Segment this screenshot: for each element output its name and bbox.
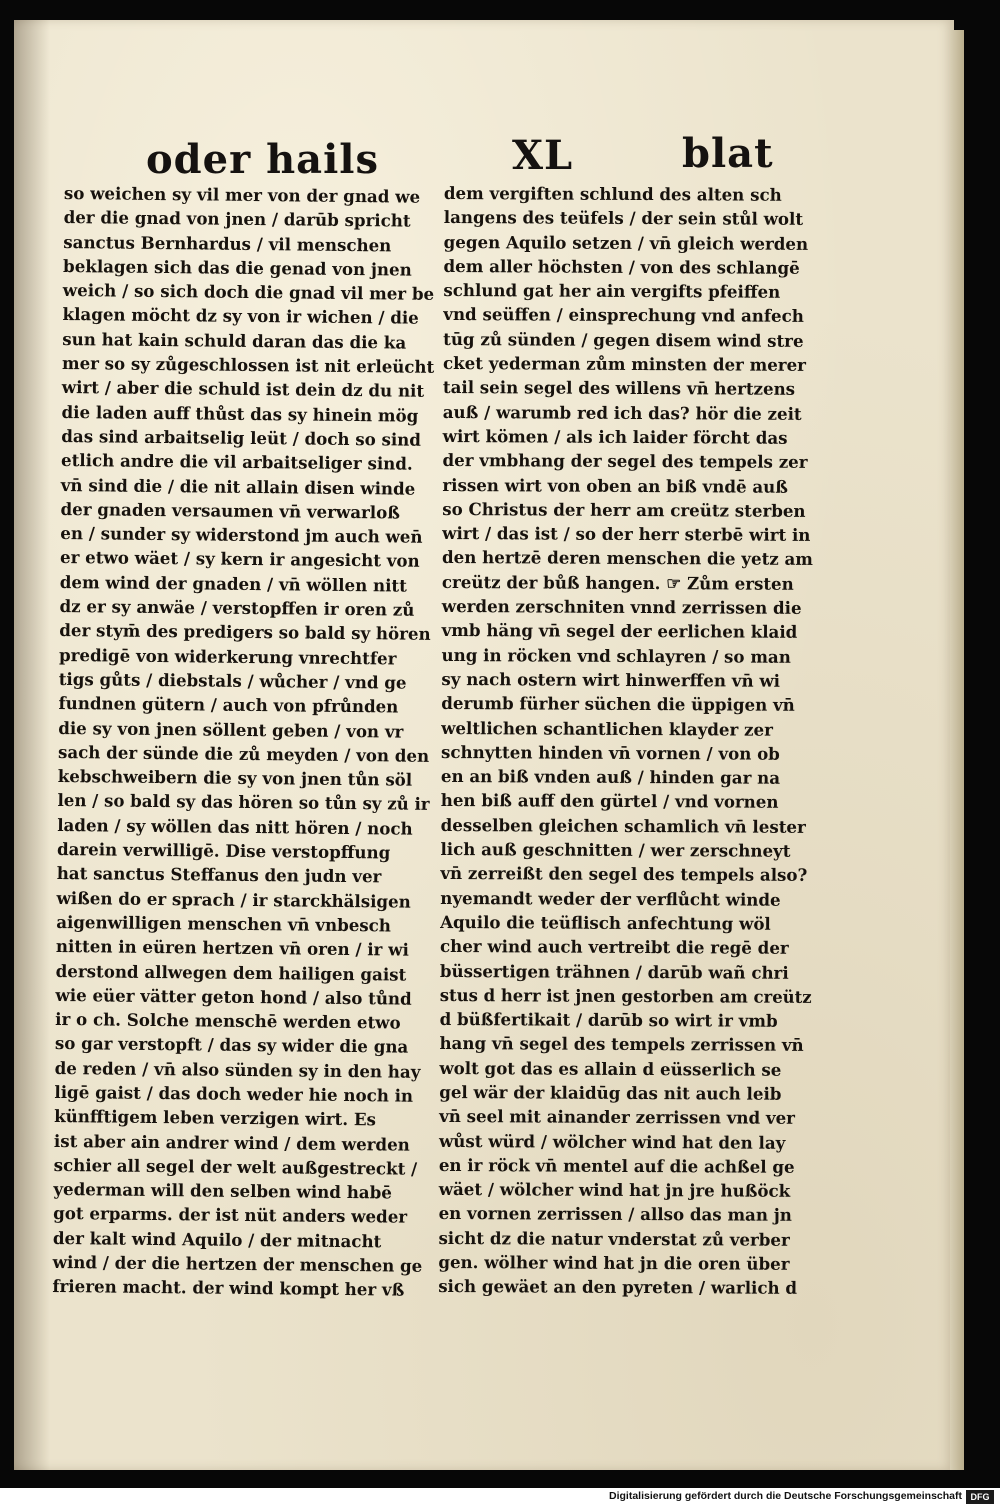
- text-line: laden / sy wöllen das nitt hören / noch: [57, 815, 413, 840]
- text-line: en an biß vnden auß / hinden gar na: [440, 767, 781, 789]
- text-line: predigē von widerkerung vnrechtfer: [58, 645, 397, 670]
- text-line: wind / der die hertzen der menschen ge: [52, 1253, 423, 1277]
- text-line: ligē gaist / das doch weder hie noch in: [54, 1082, 414, 1107]
- text-line: gegen Aquilo setzen / vn̄ gleich werden: [443, 232, 809, 255]
- page-edge: [950, 30, 964, 1470]
- text-line: hang vn̄ segel des tempels zerrissen vn̄: [439, 1034, 804, 1057]
- text-line: langens des teüfels / der sein stůl wolt: [443, 208, 804, 231]
- text-line: d büßfertikait / darūb so wirt ir vmb: [439, 1010, 778, 1032]
- text-line: künfftigem leben verzigen wirt. Es: [54, 1107, 377, 1131]
- text-line: so gar verstopft / das sy wider die gna: [54, 1034, 409, 1059]
- text-line: aigenwilligen menschen vn̄ vnbesch: [56, 912, 392, 937]
- text-line: weich / so sich doch die gnad vil mer be: [62, 281, 435, 306]
- text-line: gel wär der klaidūg das nit auch leib: [439, 1082, 782, 1105]
- text-line: derumb fürher süchen die üppigen vn̄: [441, 694, 795, 717]
- text-line: vmb häng vn̄ segel der eerlichen klaid: [441, 621, 798, 644]
- dfg-logo: DFG: [966, 1490, 994, 1504]
- text-line: tail sein segel des willens vn̄ hertzens: [442, 378, 796, 401]
- text-line: fundnen gütern / auch von pfrůnden: [58, 694, 399, 718]
- text-line: wie eüer vätter geton hond / also tůnd: [55, 985, 412, 1010]
- text-line: kebschweibern die sy von jnen tůn söl: [57, 767, 413, 791]
- header-left: oder hails: [146, 136, 380, 183]
- text-line: lich auß geschnitten / wer zerschneyt: [440, 840, 791, 862]
- text-line: etlich andre die vil arbaitseliger sind.: [60, 451, 413, 475]
- text-line: vnd seüffen / einsprechung vnd anfech: [443, 305, 804, 328]
- text-line: weltlichen schantlichen klayder zer: [441, 718, 773, 741]
- text-line: so Christus der herr am creütz sterben: [442, 499, 806, 522]
- text-line: mer so sy zůgeschlossen ist nit erleücht: [61, 354, 435, 378]
- header-right: blat: [682, 130, 774, 177]
- text-line: der gnaden versaumen vn̄ verwarloß: [60, 499, 400, 524]
- text-line: vn̄ sind die / die nit allain disen winde: [60, 475, 416, 500]
- text-line: schnytten hinden vn̄ vornen / von ob: [440, 742, 780, 765]
- text-line: tūg zů sünden / gegen disem wind stre: [443, 329, 804, 352]
- text-line: tigs gůts / diebstals / wůcher / vnd ge: [58, 669, 407, 694]
- text-line: beklagen sich das die genad von jnen: [63, 256, 412, 281]
- text-line: der stym̄ des predigers so bald sy hören: [59, 621, 431, 646]
- text-line: auß / warumb red ich das? hör die zeit: [442, 402, 802, 425]
- text-line: vn̄ zerreißt den segel des tempels also?: [440, 864, 808, 887]
- text-line: dem vergiften schlund des alten sch: [443, 183, 782, 206]
- text-line: das sind arbaitselig leüt / doch so sind: [61, 426, 422, 451]
- text-line: en / sunder sy widerstond jm auch wen̄: [60, 524, 423, 548]
- text-line: sy nach ostern wirt hinwerffen vn̄ wi: [441, 669, 781, 692]
- folio-number: XL: [512, 132, 574, 179]
- text-line: darein verwilligē. Dise verstopffung: [56, 839, 391, 864]
- text-line: vn̄ seel mit ainander zerrissen vnd ver: [439, 1107, 796, 1130]
- text-line: en ir röck vn̄ mentel auf die achßel ge: [438, 1155, 795, 1178]
- text-line: len / so bald sy das hören so tůn sy zů ir: [57, 791, 430, 816]
- text-line: klagen möcht dz sy von ir wichen / die: [62, 305, 419, 330]
- text-line: wolt got das es allain d eüsserlich se: [439, 1058, 782, 1081]
- text-line: rissen wirt von oben an biß vndē auß: [442, 475, 788, 498]
- text-line: sich gewäet an den pyreten / warlich d: [438, 1277, 798, 1300]
- text-line: er etwo wäet / sy kern ir angesicht von: [59, 548, 420, 573]
- text-line: schier all segel der welt außgestreckt /: [53, 1155, 418, 1180]
- text-line: der vmbhang der segel des tempels zer: [442, 451, 808, 474]
- footer-credit: Digitalisierung gefördert durch die Deutsche Forschungsgemeinschaft: [609, 1490, 962, 1502]
- text-line: sicht dz die natur vnderstat zů verber: [438, 1228, 790, 1251]
- left-text-column: [52, 182, 444, 1304]
- text-line: nyemandt weder der verflůcht winde: [440, 888, 781, 911]
- text-line: gen. wölher wind hat jn die oren über: [438, 1253, 790, 1275]
- text-line: got erparms. der ist nüt anders weder: [53, 1204, 408, 1229]
- text-line: ir o ch. Solche menschē werden etwo: [55, 1010, 401, 1034]
- text-line: desselben gleichen schamlich vn̄ lester: [440, 815, 806, 838]
- text-line: den hertzē deren menschen die yetz am: [441, 548, 813, 571]
- right-text-column: [438, 182, 824, 1302]
- text-line: sanctus Bernhardus / vil menschen: [63, 232, 392, 257]
- text-line: die sy von jnen söllent geben / von vr: [58, 718, 404, 743]
- text-line: derstond allwegen dem hailigen gaist: [55, 961, 407, 986]
- text-line: de reden / vn̄ also sünden sy in den hay: [54, 1058, 421, 1083]
- text-line: so weichen sy vil mer von der gnad we: [63, 183, 421, 208]
- text-line: wirt kömen / als ich laider förcht das: [442, 426, 788, 449]
- text-line: frieren macht. der wind kompt her vß: [52, 1277, 405, 1301]
- text-line: wirt / aber die schuld ist dein dz du nit: [61, 378, 425, 403]
- text-line: yederman will den selben wind habē: [53, 1180, 392, 1204]
- text-line: Aquilo die teüflisch anfechtung wöl: [440, 912, 771, 935]
- digitization-footer: [0, 1488, 1000, 1507]
- text-line: wäet / wölcher wind hat jn jre hußöck: [438, 1180, 791, 1202]
- text-line: wůst würd / wölcher wind hat den lay: [438, 1131, 786, 1154]
- text-line: ung in röcken vnd schlayren / so man: [441, 645, 791, 668]
- text-line: der die gnad von jnen / darūb spricht: [63, 208, 411, 232]
- text-line: werden zerschniten vnnd zerrissen die: [441, 597, 802, 619]
- text-line: dem aller höchsten / von des schlangē: [443, 256, 800, 279]
- gutter-shadow: [14, 20, 50, 1470]
- text-line: cket yederman zům minsten der merer: [442, 354, 807, 376]
- text-line: sach der sünde die zů meyden / von den: [57, 742, 430, 767]
- text-line: wirt / das ist / so der herr sterbē wirt in: [442, 524, 811, 547]
- text-line: ist aber ain andrer wind / dem werden: [53, 1131, 410, 1156]
- text-line: sun hat kain schuld daran das die ka: [62, 329, 407, 354]
- text-line: en vornen zerrissen / allso das man jn: [438, 1204, 792, 1227]
- text-line: cher wind auch vertreibt die regē der: [439, 937, 789, 960]
- text-line: büssertigen trähnen / darūb wañ chri: [439, 961, 789, 984]
- text-line: dem wind der gnaden / vn̄ wöllen nitt: [59, 572, 407, 597]
- book-page: [14, 20, 954, 1470]
- text-line: nitten in eüren hertzen vn̄ oren / ir wi: [55, 937, 409, 961]
- text-line: schlund gat her ain vergifts pfeiffen: [443, 281, 781, 303]
- text-line: die laden auff thůst das sy hinein mög: [61, 402, 419, 427]
- text-line: der kalt wind Aquilo / der mitnacht: [52, 1228, 382, 1253]
- text-line: creütz der bůß hangen. ☞ Zům ersten: [441, 572, 794, 595]
- text-line: wißen do er sprach / ir starckhälsigen: [56, 888, 411, 913]
- text-line: dz er sy anwäe / verstopffen ir oren zů: [59, 597, 415, 621]
- text-line: stus d herr ist jnen gestorben am creütz: [439, 985, 812, 1008]
- text-line: hen biß auff den gürtel / vnd vornen: [440, 791, 779, 814]
- text-line: hat sanctus Steffanus den judn ver: [56, 864, 382, 888]
